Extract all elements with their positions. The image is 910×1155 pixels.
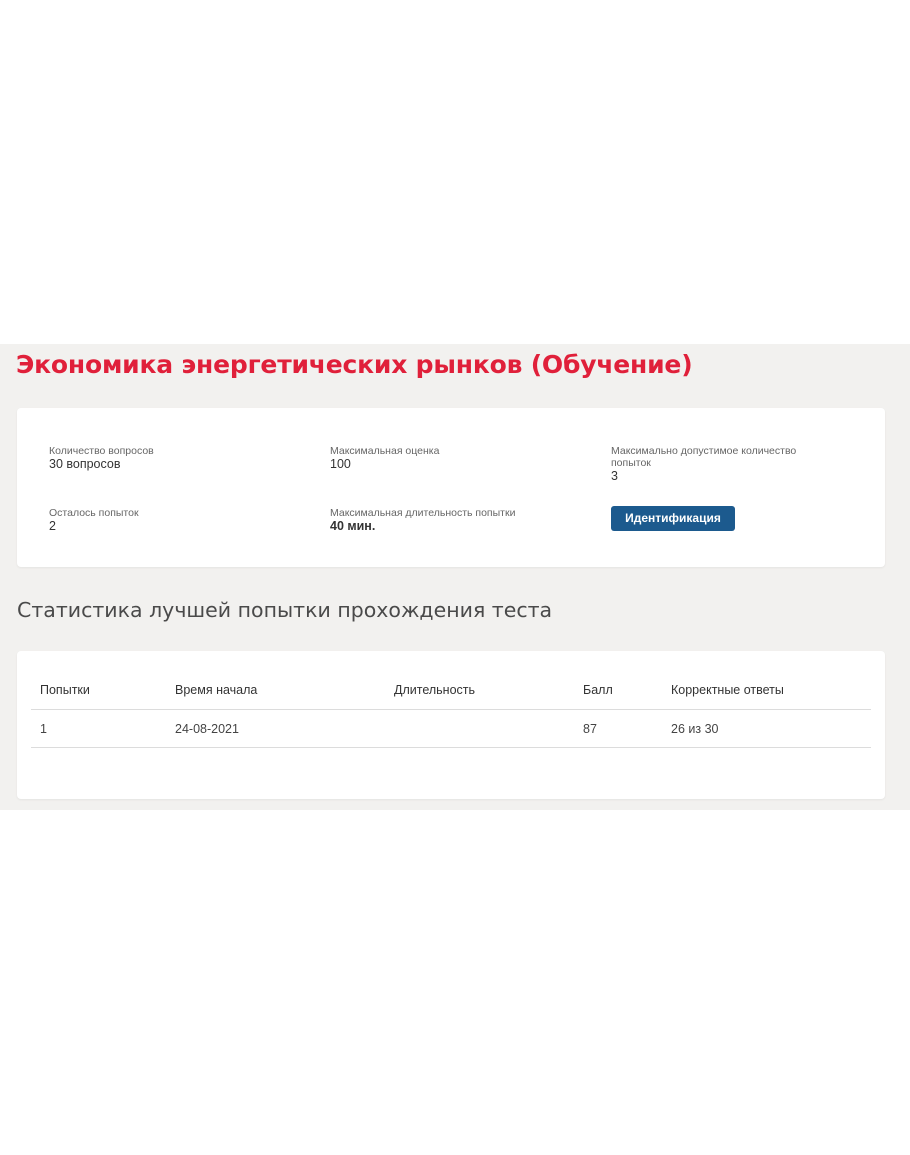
stats-table [31, 671, 871, 748]
cell-correct-answers: 26 из 30 [662, 710, 871, 748]
cell-score: 87 [574, 710, 662, 748]
questions-count-label: Количество вопросов [49, 445, 154, 457]
cell-attempt: 1 [31, 710, 166, 748]
max-score-field [330, 445, 570, 471]
stats-card [17, 651, 885, 799]
column-header-correct-answers: Корректные ответы [662, 671, 871, 710]
questions-count-value: 30 вопросов [49, 457, 121, 471]
max-duration-field [330, 507, 570, 533]
identification-button[interactable]: Идентификация [611, 506, 735, 531]
max-attempts-label: Максимально допустимое количество попыток [611, 445, 797, 469]
max-score-value: 100 [330, 457, 351, 471]
max-duration-label: Максимальная длительность попытки [330, 507, 516, 519]
column-header-score: Балл [574, 671, 662, 710]
column-header-duration: Длительность [385, 671, 574, 710]
test-overview-screen [0, 344, 910, 810]
page-title: Экономика энергетических рынков (Обучение) [16, 350, 693, 379]
attempts-left-label: Осталось попыток [49, 507, 139, 519]
max-attempts-field [611, 445, 826, 483]
max-attempts-value: 3 [611, 469, 618, 483]
cell-duration [385, 710, 574, 748]
attempts-left-value: 2 [49, 519, 56, 533]
column-header-start-time: Время начала [166, 671, 385, 710]
test-info-card [17, 408, 885, 567]
table-row [31, 710, 871, 748]
max-duration-value: 40 мин. [330, 519, 376, 533]
max-score-label: Максимальная оценка [330, 445, 440, 457]
table-header-row [31, 671, 871, 710]
cell-start-time: 24-08-2021 [166, 710, 385, 748]
attempts-left-field [49, 507, 289, 533]
questions-count-field [49, 445, 289, 471]
column-header-attempts: Попытки [31, 671, 166, 710]
stats-section-title: Статистика лучшей попытки прохождения теста [17, 598, 553, 622]
